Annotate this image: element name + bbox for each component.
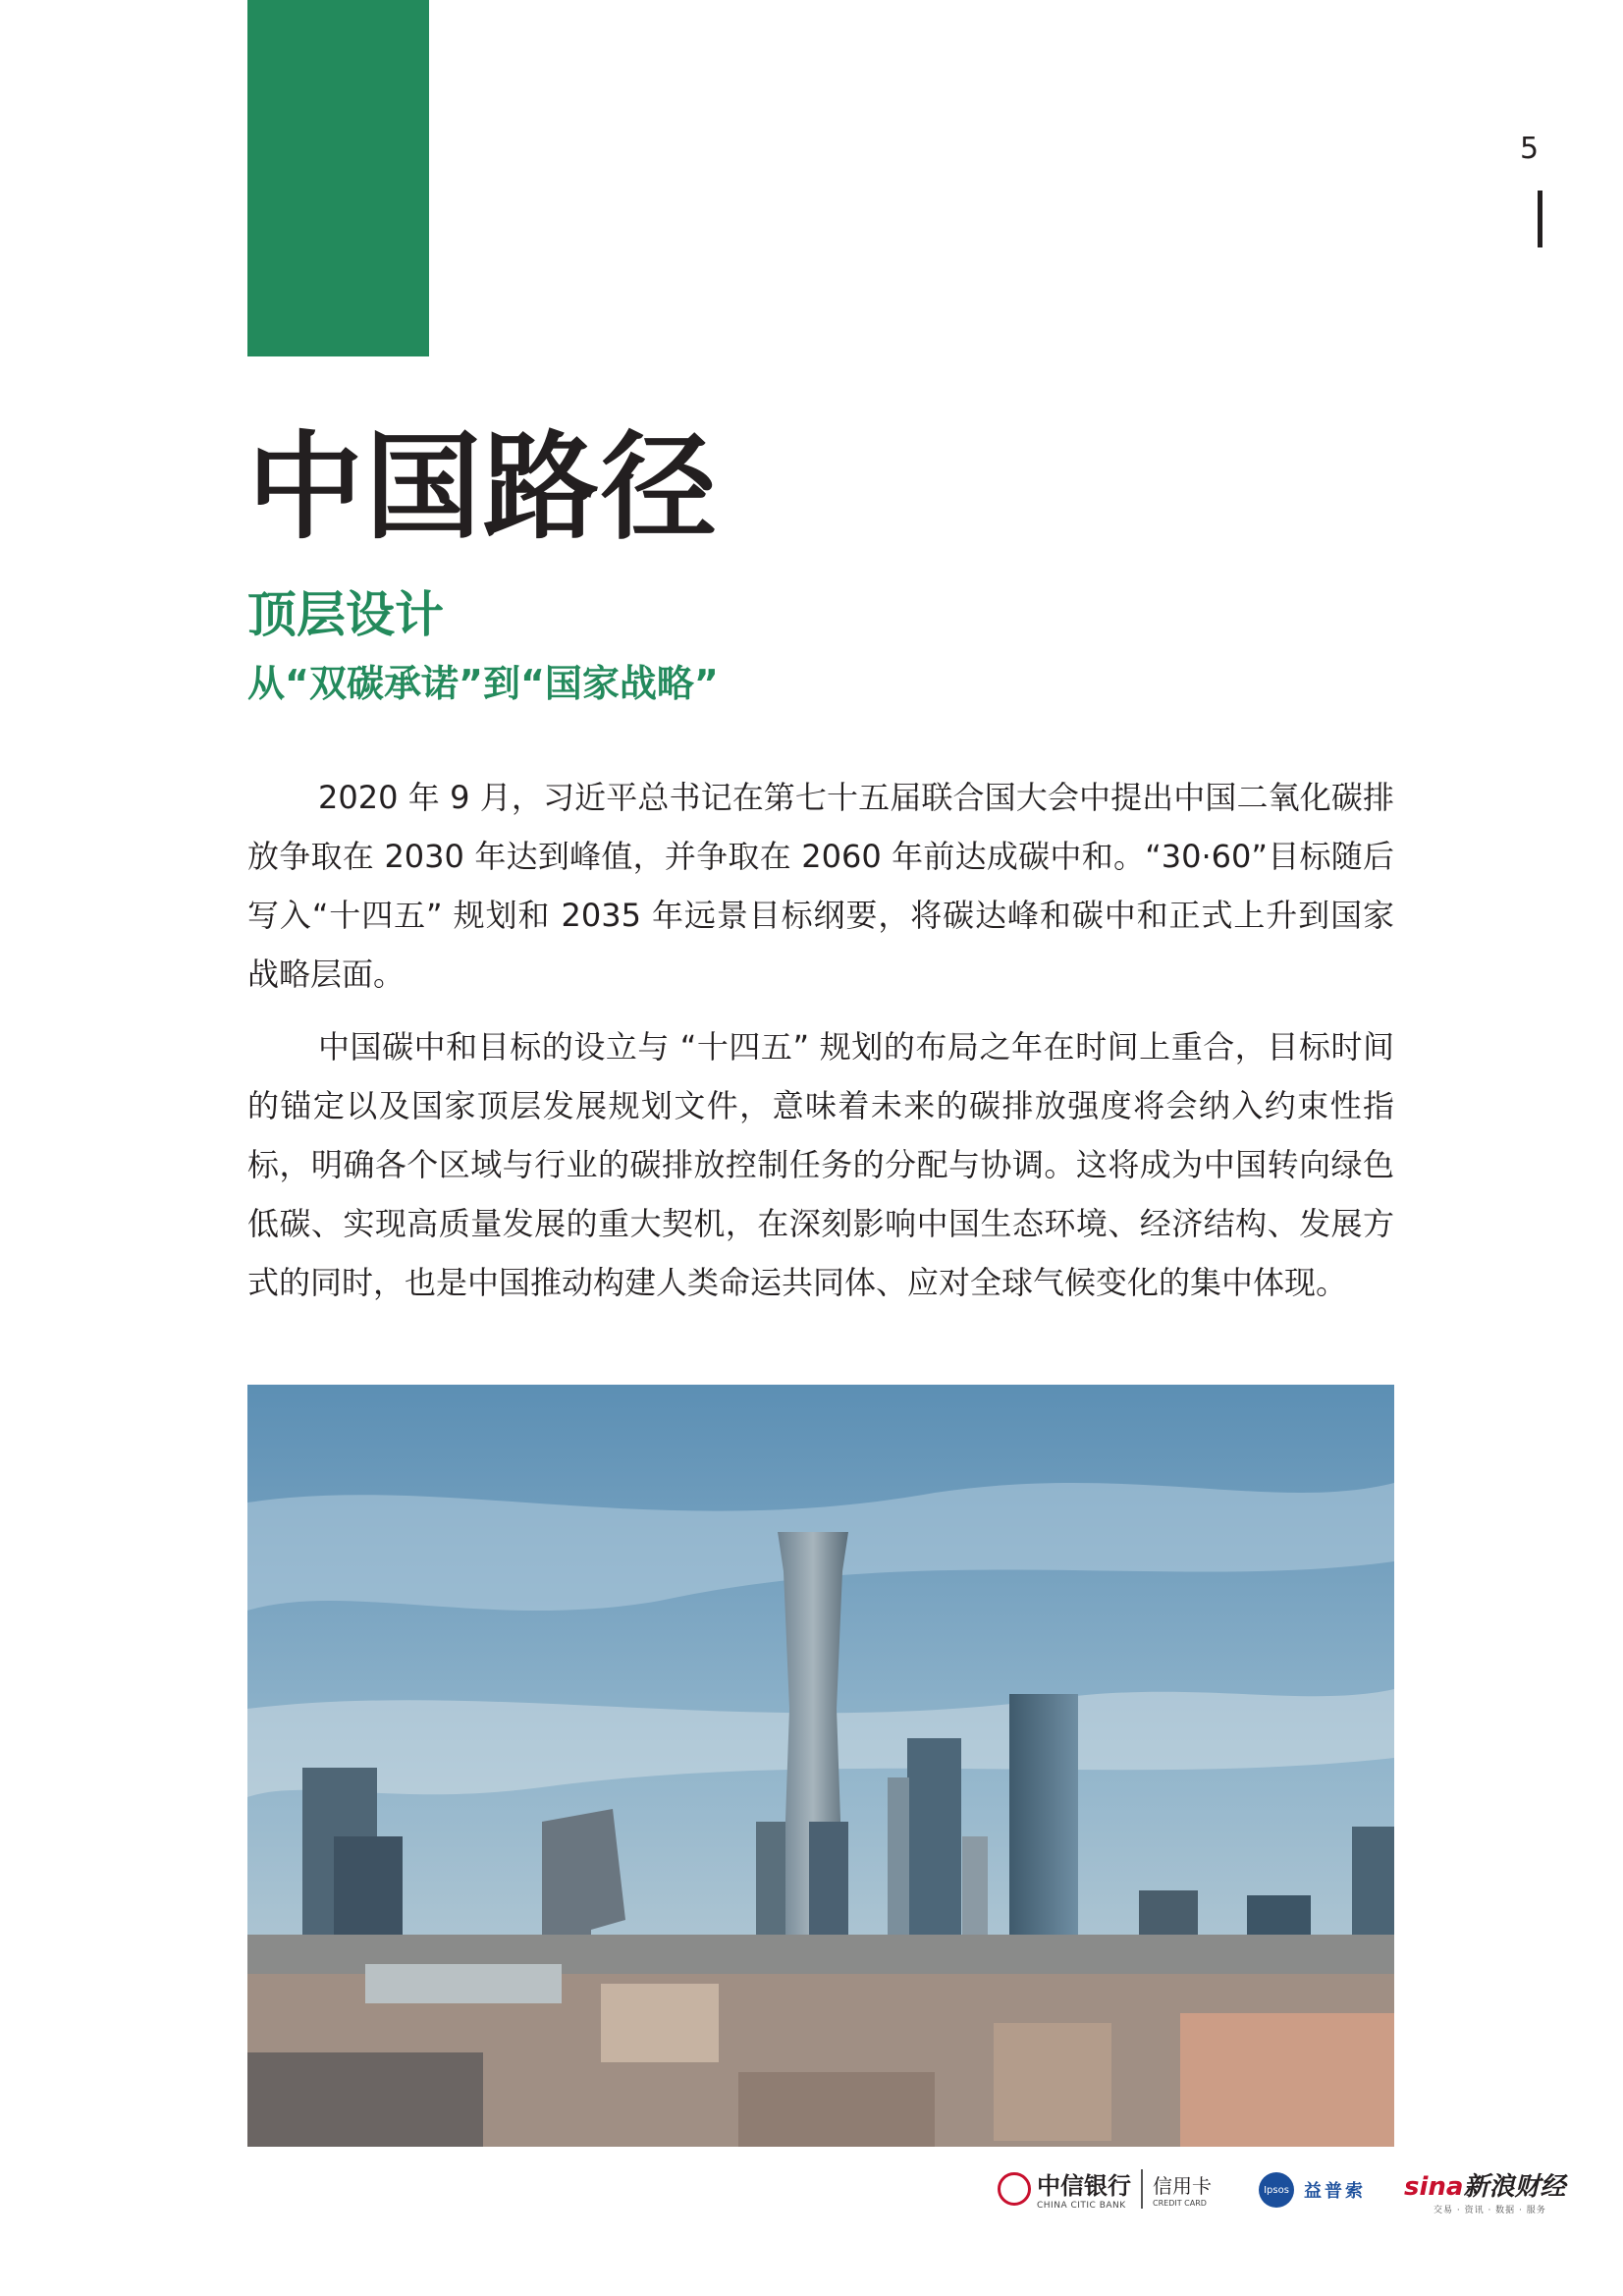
section-title: 顶层设计 (247, 586, 444, 643)
citic-name-cn: 中信银行 (1037, 2172, 1131, 2200)
citic-name-en: CHINA CITIC BANK (1037, 2201, 1126, 2211)
city-skyline-photo (247, 1385, 1394, 2147)
credit-card-cn: 信用卡 (1153, 2173, 1212, 2198)
sina-finance-logo (1404, 2166, 1565, 2215)
sina-name-cn: 新浪财经 (1463, 2172, 1566, 2202)
sina-tagline: 交易 · 资讯 · 数据 · 服务 (1434, 2206, 1546, 2215)
page-title: 中国路径 (247, 419, 720, 555)
ipsos-logo (1259, 2172, 1366, 2208)
ipsos-name-cn: 益普索 (1304, 2181, 1366, 2202)
logo-divider (1141, 2169, 1143, 2209)
page-number-rule (1538, 191, 1542, 247)
citic-bank-logo (998, 2166, 1212, 2211)
citic-emblem-icon (998, 2172, 1031, 2206)
decorative-green-block (247, 0, 429, 356)
sina-name-en: sina (1404, 2172, 1464, 2202)
page-number: 5 (1520, 132, 1540, 166)
footer-logos (982, 2166, 1571, 2255)
body-paragraph-2: 中国碳中和目标的设立与 “十四五” 规划的布局之年在时间上重合，目标时间的锚定以及国家顶层发展规划文件，意味着未来的碳排放强度将会纳入约束性指标，明确各个区域与行业的碳排放控制任务的分配与协调。这将成为中国转向绿色低碳、实现高质量发展的重大契机，在深刻影响中国生态环境、经济结构、发展方式的同时，也是中国推动构建人类命运共同体、应对全球气候变化的集中体现。 (247, 1028, 1394, 1301)
body-paragraph-1: 2020 年 9 月，习近平总书记在第七十五届联合国大会中提出中国二氧化碳排放争取在 2030 年达到峰值，并争取在 2060 年前达成碳中和。“30·60”目标随后写入“十四五” 规划和 2035 年远景目标纲要，将碳达峰和碳中和正式上升到国家战略层面。 (247, 779, 1394, 993)
ipsos-mark-icon: Ipsos (1259, 2172, 1294, 2208)
section-subtitle: 从“双碳承诺”到“国家战略” (247, 662, 719, 705)
credit-card-en: CREDIT CARD (1153, 2198, 1207, 2208)
